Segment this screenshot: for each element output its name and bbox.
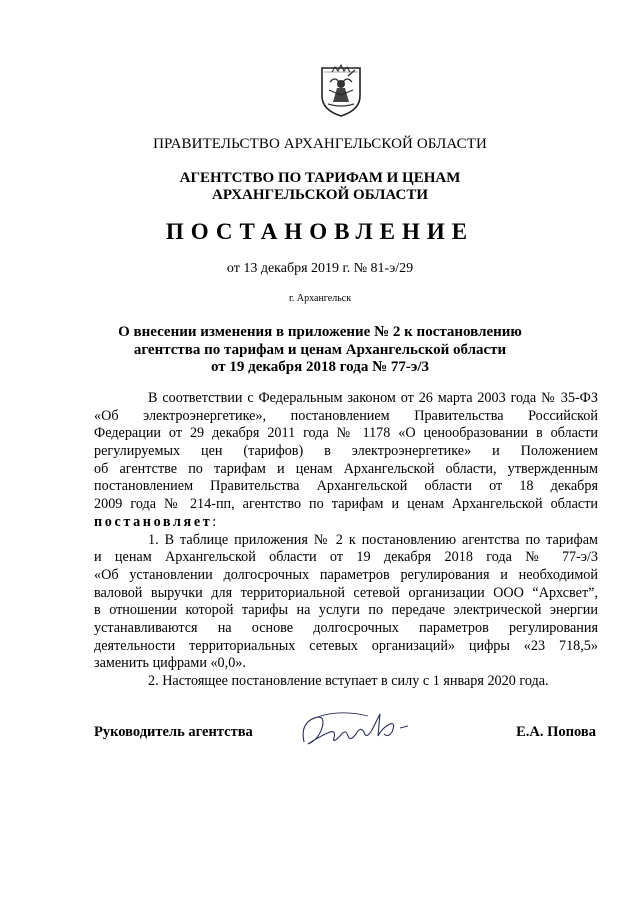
preamble-line: 2009 года № 214-пп, агентство по тарифам и ценам Архангельской области — [94, 496, 598, 513]
agency-name-line2: АРХАНГЕЛЬСКОЙ ОБЛАСТИ — [212, 187, 428, 203]
resolution-colon: : — [212, 513, 217, 530]
item1-line: 1. В таблице приложения № 2 к постановлению агентства по тарифам — [148, 531, 598, 548]
preamble-line: «Об электроэнергетике», постановлением Правительства Российской — [94, 407, 598, 424]
preamble-line: постановлением Правительства Архангельской области от 18 декабря — [94, 478, 598, 495]
item1-line: заменить цифрами «0,0». — [94, 655, 246, 672]
preamble-line: регулируемых цен (тарифов) в электроэнергетике» и Положением — [94, 443, 598, 460]
preamble-line: Федерации от 29 декабря 2011 года № 1178 «О ценообразовании в области — [94, 425, 598, 442]
preamble-line: об агентстве по тарифам и ценам Архангельской области, утвержденным — [94, 460, 598, 477]
subject-line: от 19 декабря 2018 года № 77-э/3 — [210, 359, 430, 375]
resolution-word: постановляет — [94, 513, 213, 530]
preamble-line: В соответствии с Федеральным законом от 26 марта 2003 года № 35-ФЗ — [148, 390, 598, 406]
item1-line: «Об установлении долгосрочных параметров регулирования и необходимой — [94, 566, 598, 583]
document-number: от 13 декабря 2019 г. № 81-э/29 — [226, 261, 414, 276]
signatory-name: Е.А. Попова — [516, 724, 596, 740]
item1-line: в отношении которой тарифы на услуги по передаче электрической энергии — [94, 602, 598, 619]
item1-line: валовой выручки для территориальной сетевой организации ООО “Архсвет”, — [94, 584, 598, 601]
document-subject — [0, 324, 640, 377]
handwritten-signature — [296, 706, 426, 756]
agency-name — [0, 170, 640, 204]
signatory-title: Руководитель агентства — [94, 724, 253, 740]
agency-name-line1: АГЕНТСТВО ПО ТАРИФАМ И ЦЕНАМ — [179, 170, 461, 186]
item1-line: и ценам Архангельской области от 19 декабря 2018 года № 77-э/3 — [94, 549, 598, 566]
document-body — [94, 390, 598, 691]
coat-of-arms-icon — [318, 62, 364, 118]
document-type: ПОСТАНОВЛЕНИЕ — [165, 219, 475, 244]
subject-line: О внесении изменения в приложение № 2 к постановлению — [118, 324, 522, 340]
item2-line: 2. Настоящее постановление вступает в силу с 1 января 2020 года. — [148, 673, 549, 689]
government-name: ПРАВИТЕЛЬСТВО АРХАНГЕЛЬСКОЙ ОБЛАСТИ — [153, 136, 487, 152]
item1-line: деятельности территориальных сетевых организаций» цифры «23 718,5» — [94, 637, 598, 654]
subject-line: агентства по тарифам и ценам Архангельской области — [133, 341, 507, 358]
item1-line: устанавливаются на основе долгосрочных параметров регулирования — [94, 619, 598, 636]
resolution-word-line — [94, 514, 598, 532]
document-city: г. Архангельск — [288, 293, 352, 304]
